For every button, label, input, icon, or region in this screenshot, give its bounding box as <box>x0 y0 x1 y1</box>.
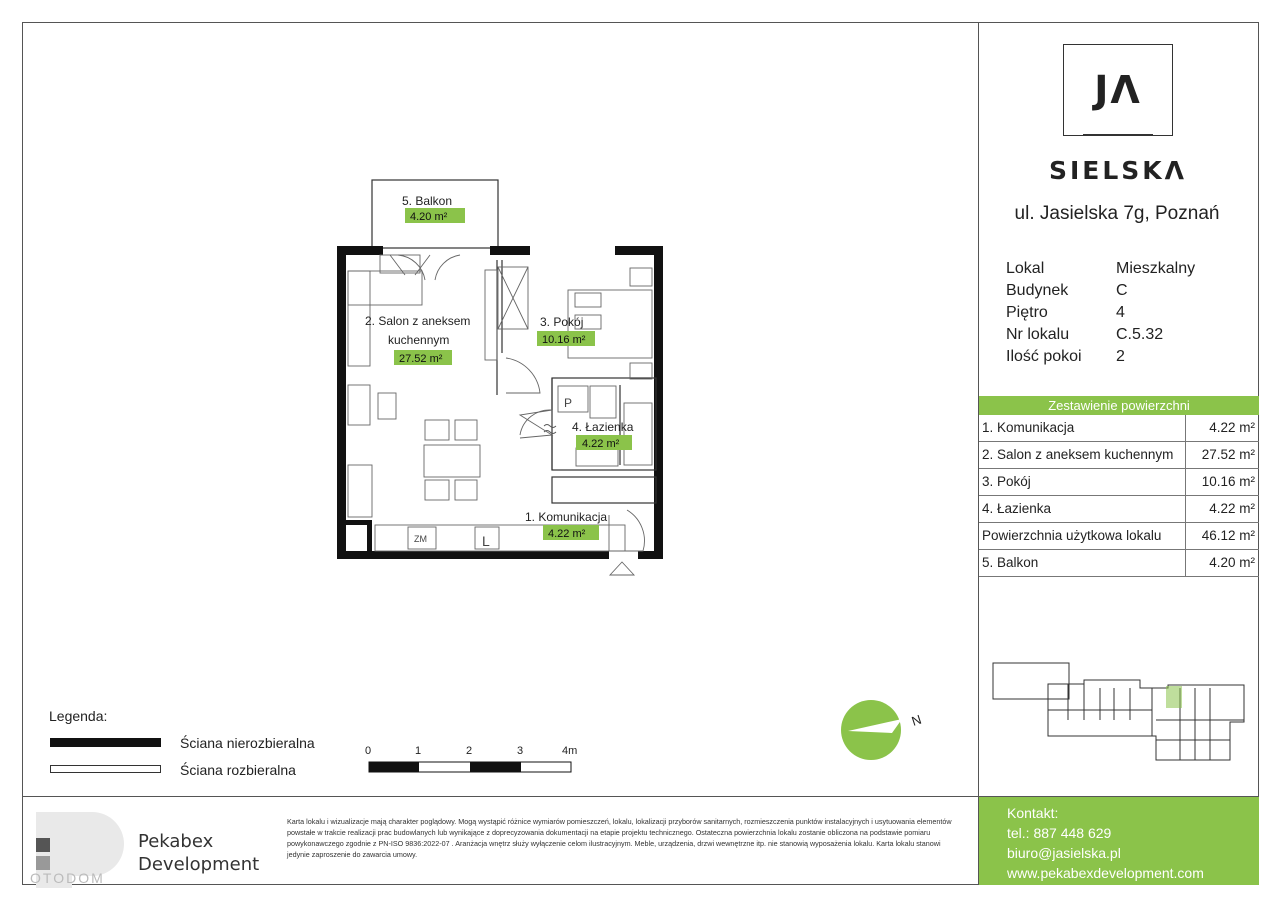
contact-web[interactable]: www.pekabexdevelopment.com <box>1007 865 1204 881</box>
scale-tick: 2 <box>466 745 473 757</box>
info-key: Ilość pokoi <box>1006 348 1082 365</box>
logo-mark: JΛ <box>1094 68 1142 112</box>
row-name: 1. Komunikacja <box>979 415 1186 441</box>
row-value: 4.22 m² <box>1209 420 1255 435</box>
info-value: Mieszkalny <box>1116 260 1196 277</box>
contact-phone[interactable]: tel.: 887 448 629 <box>1007 825 1112 841</box>
row-value: 4.20 m² <box>1209 555 1255 570</box>
label-salon-2: kuchennym <box>388 333 450 347</box>
watermark: OTODOM <box>30 870 105 886</box>
area-lazienka: 4.22 m² <box>582 438 620 450</box>
scale-bar <box>360 740 590 780</box>
area-salon: 27.52 m² <box>399 353 443 365</box>
row-value: 27.52 m² <box>1201 447 1255 462</box>
developer-name <box>138 830 259 876</box>
scale-tick: 1 <box>415 745 422 757</box>
info-key: Lokal <box>1006 260 1045 277</box>
fixture-zm: ZM <box>414 534 427 544</box>
table-row <box>979 496 1259 523</box>
developer-line2: Development <box>138 854 260 875</box>
brand-name: SIELSKΛ <box>1048 156 1188 185</box>
wave-icon <box>544 425 556 434</box>
contact-email[interactable]: biuro@jasielska.pl <box>1007 845 1121 861</box>
logo-underline <box>1083 134 1153 136</box>
row-value: 4.22 m² <box>1209 501 1255 516</box>
info-key: Piętro <box>1006 304 1048 321</box>
row-value: 10.16 m² <box>1201 474 1255 489</box>
disclaimer-text: Karta lokalu i wizualizacje mają charakter poglądowy. Mogą wystąpić różnice wymiarów pomieszczeń, lokalu, lokalizacji przyborów sanitarnych, rozmieszczenia punktów instalacyjnych i usytuowania elementów powstałe w trakcie realizacji prac budowlanych lub wynikające z doprecyzowania dokumentacji na etapie projektu technicznego. Ostateczna powierzchnia lokalu zostanie obliczona na podstawie pomiaru powykonawczego zgodnie z PN-ISO 9836:2022-07 . Aranżacja wnętrz służy wyłączenie celom ilustracyjnym. Meble, urządzenia, drzwi wewnętrzne itp. nie stanowią wyposażenia lokalu. Karta lokalu stanowi jedynie zaproszenie do zawarcia umowy. <box>287 817 952 859</box>
load-bearing-walls <box>337 246 663 559</box>
developer-line1: Pekabex <box>138 831 214 852</box>
info-key: Nr lokalu <box>1006 326 1070 343</box>
apartment-info <box>1006 258 1195 368</box>
scale-tick: 3 <box>517 745 524 757</box>
info-row <box>1006 280 1195 302</box>
info-value: C <box>1116 282 1128 299</box>
row-name: 4. Łazienka <box>979 496 1186 522</box>
table-row <box>979 550 1259 577</box>
label-balkon: 5. Balkon <box>402 194 453 208</box>
info-row <box>1006 346 1195 368</box>
legend-title: Legenda: <box>49 708 108 724</box>
info-value: 2 <box>1116 348 1125 365</box>
row-name: 3. Pokój <box>979 469 1186 495</box>
contact-title: Kontakt: <box>1007 805 1059 821</box>
fixture-p: P <box>564 396 573 410</box>
brand-logo <box>1063 44 1173 136</box>
area-summary-table <box>979 415 1259 577</box>
label-komunikacja: 1. Komunikacja <box>525 510 608 524</box>
table-row <box>979 415 1259 442</box>
fixture-l: L <box>482 533 490 549</box>
info-value: 4 <box>1116 304 1125 321</box>
legend-thin-label: Ściana rozbieralna <box>180 762 296 778</box>
legend-thick-label: Ściana nierozbieralna <box>180 735 315 751</box>
label-pokoj: 3. Pokój <box>540 315 584 329</box>
table-row <box>979 442 1259 469</box>
label-salon-1: 2. Salon z aneksem <box>365 314 471 328</box>
table-row <box>979 523 1259 550</box>
row-name: Powierzchnia użytkowa lokalu <box>979 523 1186 549</box>
contact-box <box>979 797 1259 885</box>
scale-tick: 4m <box>562 745 578 757</box>
floor-plan <box>330 175 670 585</box>
info-row <box>1006 324 1195 346</box>
legend-thick-wall <box>50 738 161 747</box>
address: ul. Jasielska 7g, Poznań <box>1014 203 1220 224</box>
legend-thin-wall <box>50 765 161 773</box>
area-balkon: 4.20 m² <box>410 211 448 223</box>
info-row <box>1006 302 1195 324</box>
compass-letter: N <box>909 711 924 729</box>
table-row <box>979 469 1259 496</box>
info-row <box>1006 258 1195 280</box>
row-value: 46.12 m² <box>1201 528 1255 543</box>
compass-icon <box>838 697 938 763</box>
area-komunikacja: 4.22 m² <box>548 528 586 540</box>
row-name: 5. Balkon <box>979 550 1186 576</box>
info-value: C.5.32 <box>1116 326 1164 343</box>
area-pokoj: 10.16 m² <box>542 334 586 346</box>
info-key: Budynek <box>1006 282 1069 299</box>
summary-title: Zestawienie powierzchni <box>979 396 1259 415</box>
label-lazienka: 4. Łazienka <box>572 420 634 434</box>
building-key-plan <box>990 660 1248 775</box>
scale-tick: 0 <box>365 745 372 757</box>
row-name: 2. Salon z aneksem kuchennym <box>979 442 1186 468</box>
